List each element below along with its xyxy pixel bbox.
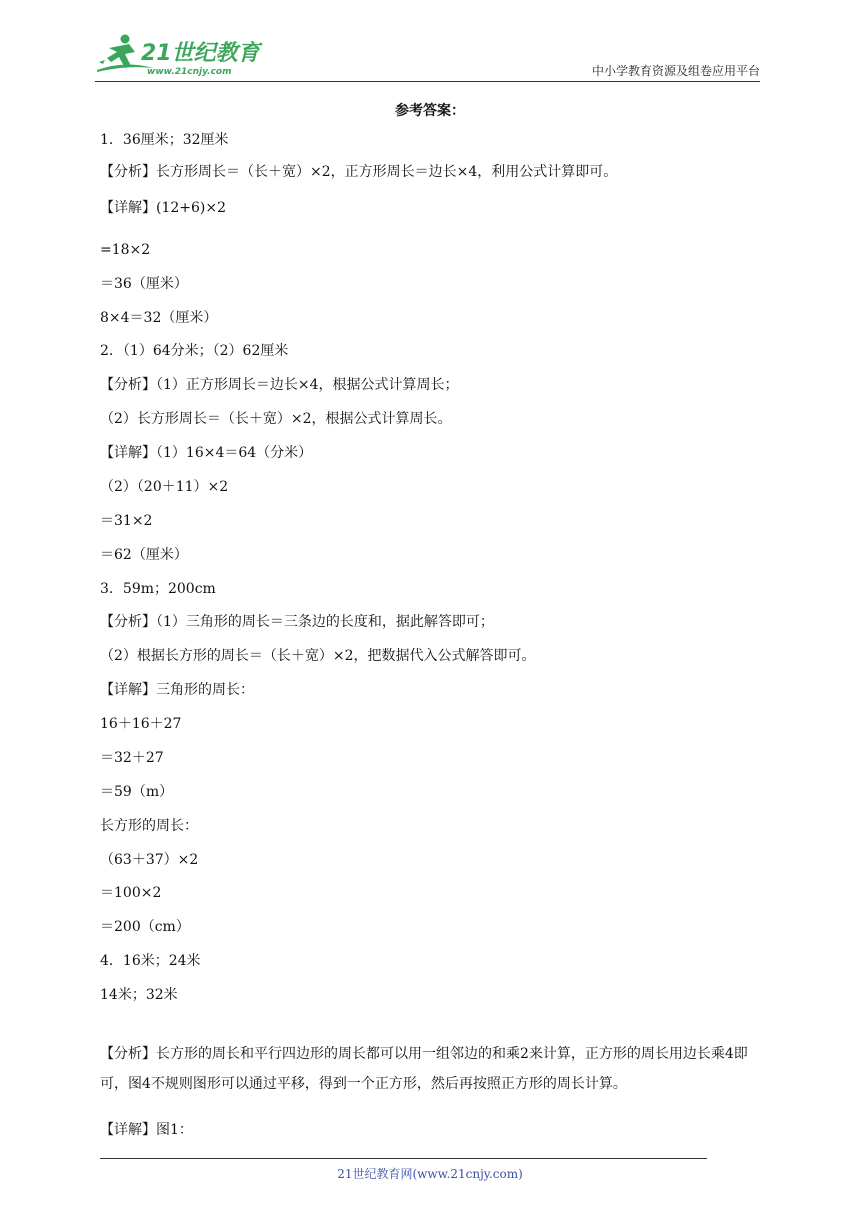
logo-text: 21世纪教育 xyxy=(141,41,260,66)
footer-link[interactable]: 21世纪教育网(www.21cnjy.com) xyxy=(337,1167,523,1181)
text-line: 16＋16＋27 xyxy=(100,716,182,732)
text-line: 14米；32米 xyxy=(100,987,178,1003)
text-line: 8×4＝32（厘米） xyxy=(100,310,218,326)
text-line: 3．59m；200cm xyxy=(100,581,216,597)
text-line: （63＋37）×2 xyxy=(100,852,199,868)
text-line: 【详解】三角形的周长： xyxy=(100,682,254,698)
logo xyxy=(95,32,265,78)
text-line: 【详解】(12+6)×2 xyxy=(100,200,227,216)
text-line: （2）长方形周长＝（长＋宽）×2，根据公式计算周长。 xyxy=(100,411,452,427)
text-line: ＝200（cm） xyxy=(100,919,190,935)
text-line: 【分析】长方形周长＝（长＋宽）×2，正方形周长＝边长×4，利用公式计算即可。 xyxy=(100,164,618,180)
logo-url: www.21cnjy.com xyxy=(147,67,232,77)
text-line: （2）根据长方形的周长＝（长＋宽）×2，把数据代入公式解答即可。 xyxy=(100,648,536,664)
text-line: ＝32＋27 xyxy=(100,750,164,766)
text-line: ＝62（厘米） xyxy=(100,547,188,563)
text-line: 【分析】（1）正方形周长＝边长×4，根据公式计算周长； xyxy=(100,377,459,393)
text-line: ＝31×2 xyxy=(100,513,153,529)
platform-name: 中小学教育资源及组卷应用平台 xyxy=(591,64,760,78)
text-line: ＝100×2 xyxy=(100,885,162,901)
text-line: 【详解】图1： xyxy=(100,1122,193,1138)
text-line: =18×2 xyxy=(100,242,151,258)
text-line: ＝59（m） xyxy=(100,784,174,800)
text-line: （2）（20＋11）×2 xyxy=(100,479,229,495)
page-header xyxy=(95,32,760,80)
text-line: ＝36（厘米） xyxy=(100,276,188,292)
text-line: 4．16米；24米 xyxy=(100,953,201,969)
answer-title: 参考答案： xyxy=(395,103,465,119)
text-line: 【分析】（1）三角形的周长＝三条边的长度和，据此解答即可； xyxy=(100,614,494,630)
text-line: 长方形的周长： xyxy=(100,818,198,834)
text-line: 1．36厘米；32厘米 xyxy=(100,132,229,148)
text-line: 【详解】（1）16×4＝64（分米） xyxy=(100,445,313,461)
header-divider xyxy=(95,81,760,82)
text-line: 2．（1）64分米；（2）62厘米 xyxy=(100,343,289,359)
footer-divider xyxy=(100,1158,707,1159)
text-line: 【分析】长方形的周长和平行四边形的周长都可以用一组邻边的和乘2来计算，正方形的周长用边长乘4即可，图4不规则图形可以通过平移，得到一个正方形，然后再按照正方形的周长计算。 xyxy=(100,1046,748,1092)
